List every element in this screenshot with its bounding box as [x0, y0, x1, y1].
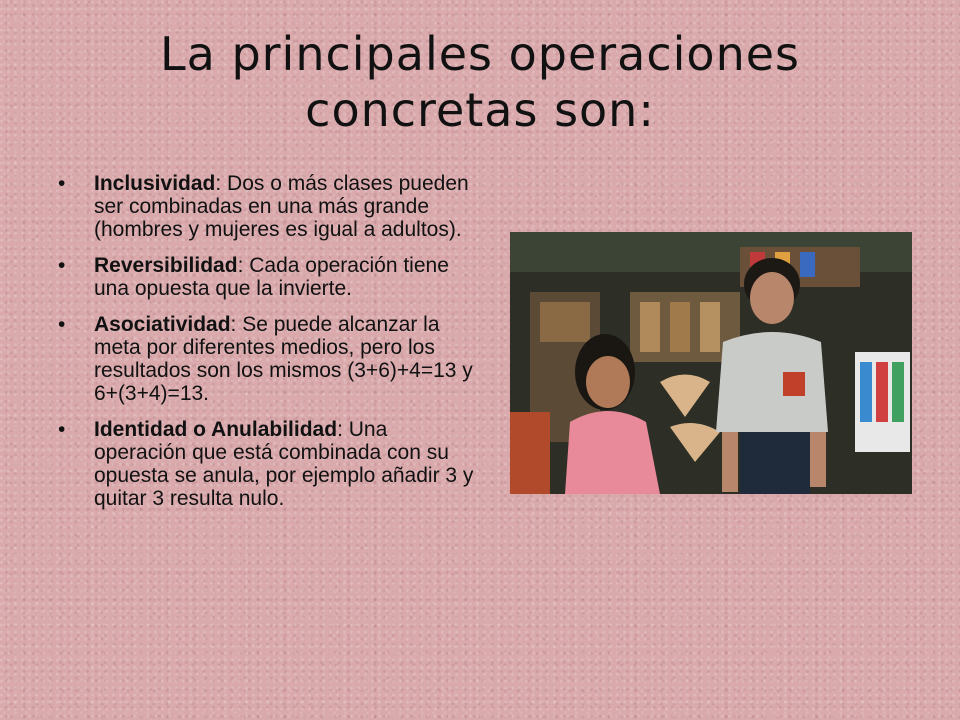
bullet-term: Reversibilidad — [94, 254, 238, 277]
bullet-glyph: • — [58, 254, 66, 277]
bullet-list — [58, 172, 478, 523]
bullet-item-asociatividad — [58, 313, 478, 405]
bullet-text: : Cada operación tiene una opuesta que la invierte. — [94, 254, 449, 300]
bullet-item-identidad — [58, 418, 478, 510]
bullet-item-reversibilidad — [58, 254, 478, 300]
bullet-glyph: • — [58, 172, 66, 195]
bullet-text: : Una operación que está combinada con su opuesta se anula, por ejemplo añadir 3 y quitar 3 resulta nulo. — [94, 418, 474, 510]
bullet-term: Asociatividad — [94, 313, 231, 336]
photo-illustration — [510, 232, 912, 494]
bullet-text: : Se puede alcanzar la meta por diferentes medios, pero los resultados son los mismos (3+6)+4=13 y 6+(3+4)=13. — [94, 313, 473, 405]
title-line-1: La principales operaciones — [160, 27, 800, 81]
bullet-glyph: • — [58, 313, 66, 336]
slide-title — [80, 26, 880, 138]
bullet-item-inclusividad — [58, 172, 478, 241]
bullet-term: Inclusividad — [94, 172, 216, 195]
photo-children-market — [510, 232, 912, 494]
bullet-term: Identidad o Anulabilidad — [94, 418, 338, 441]
bullet-glyph: • — [58, 418, 66, 441]
title-line-2: concretas son: — [305, 83, 655, 137]
bullet-text: : Dos o más clases pueden ser combinadas en una más grande (hombres y mujeres es igual a adultos). — [94, 172, 469, 241]
